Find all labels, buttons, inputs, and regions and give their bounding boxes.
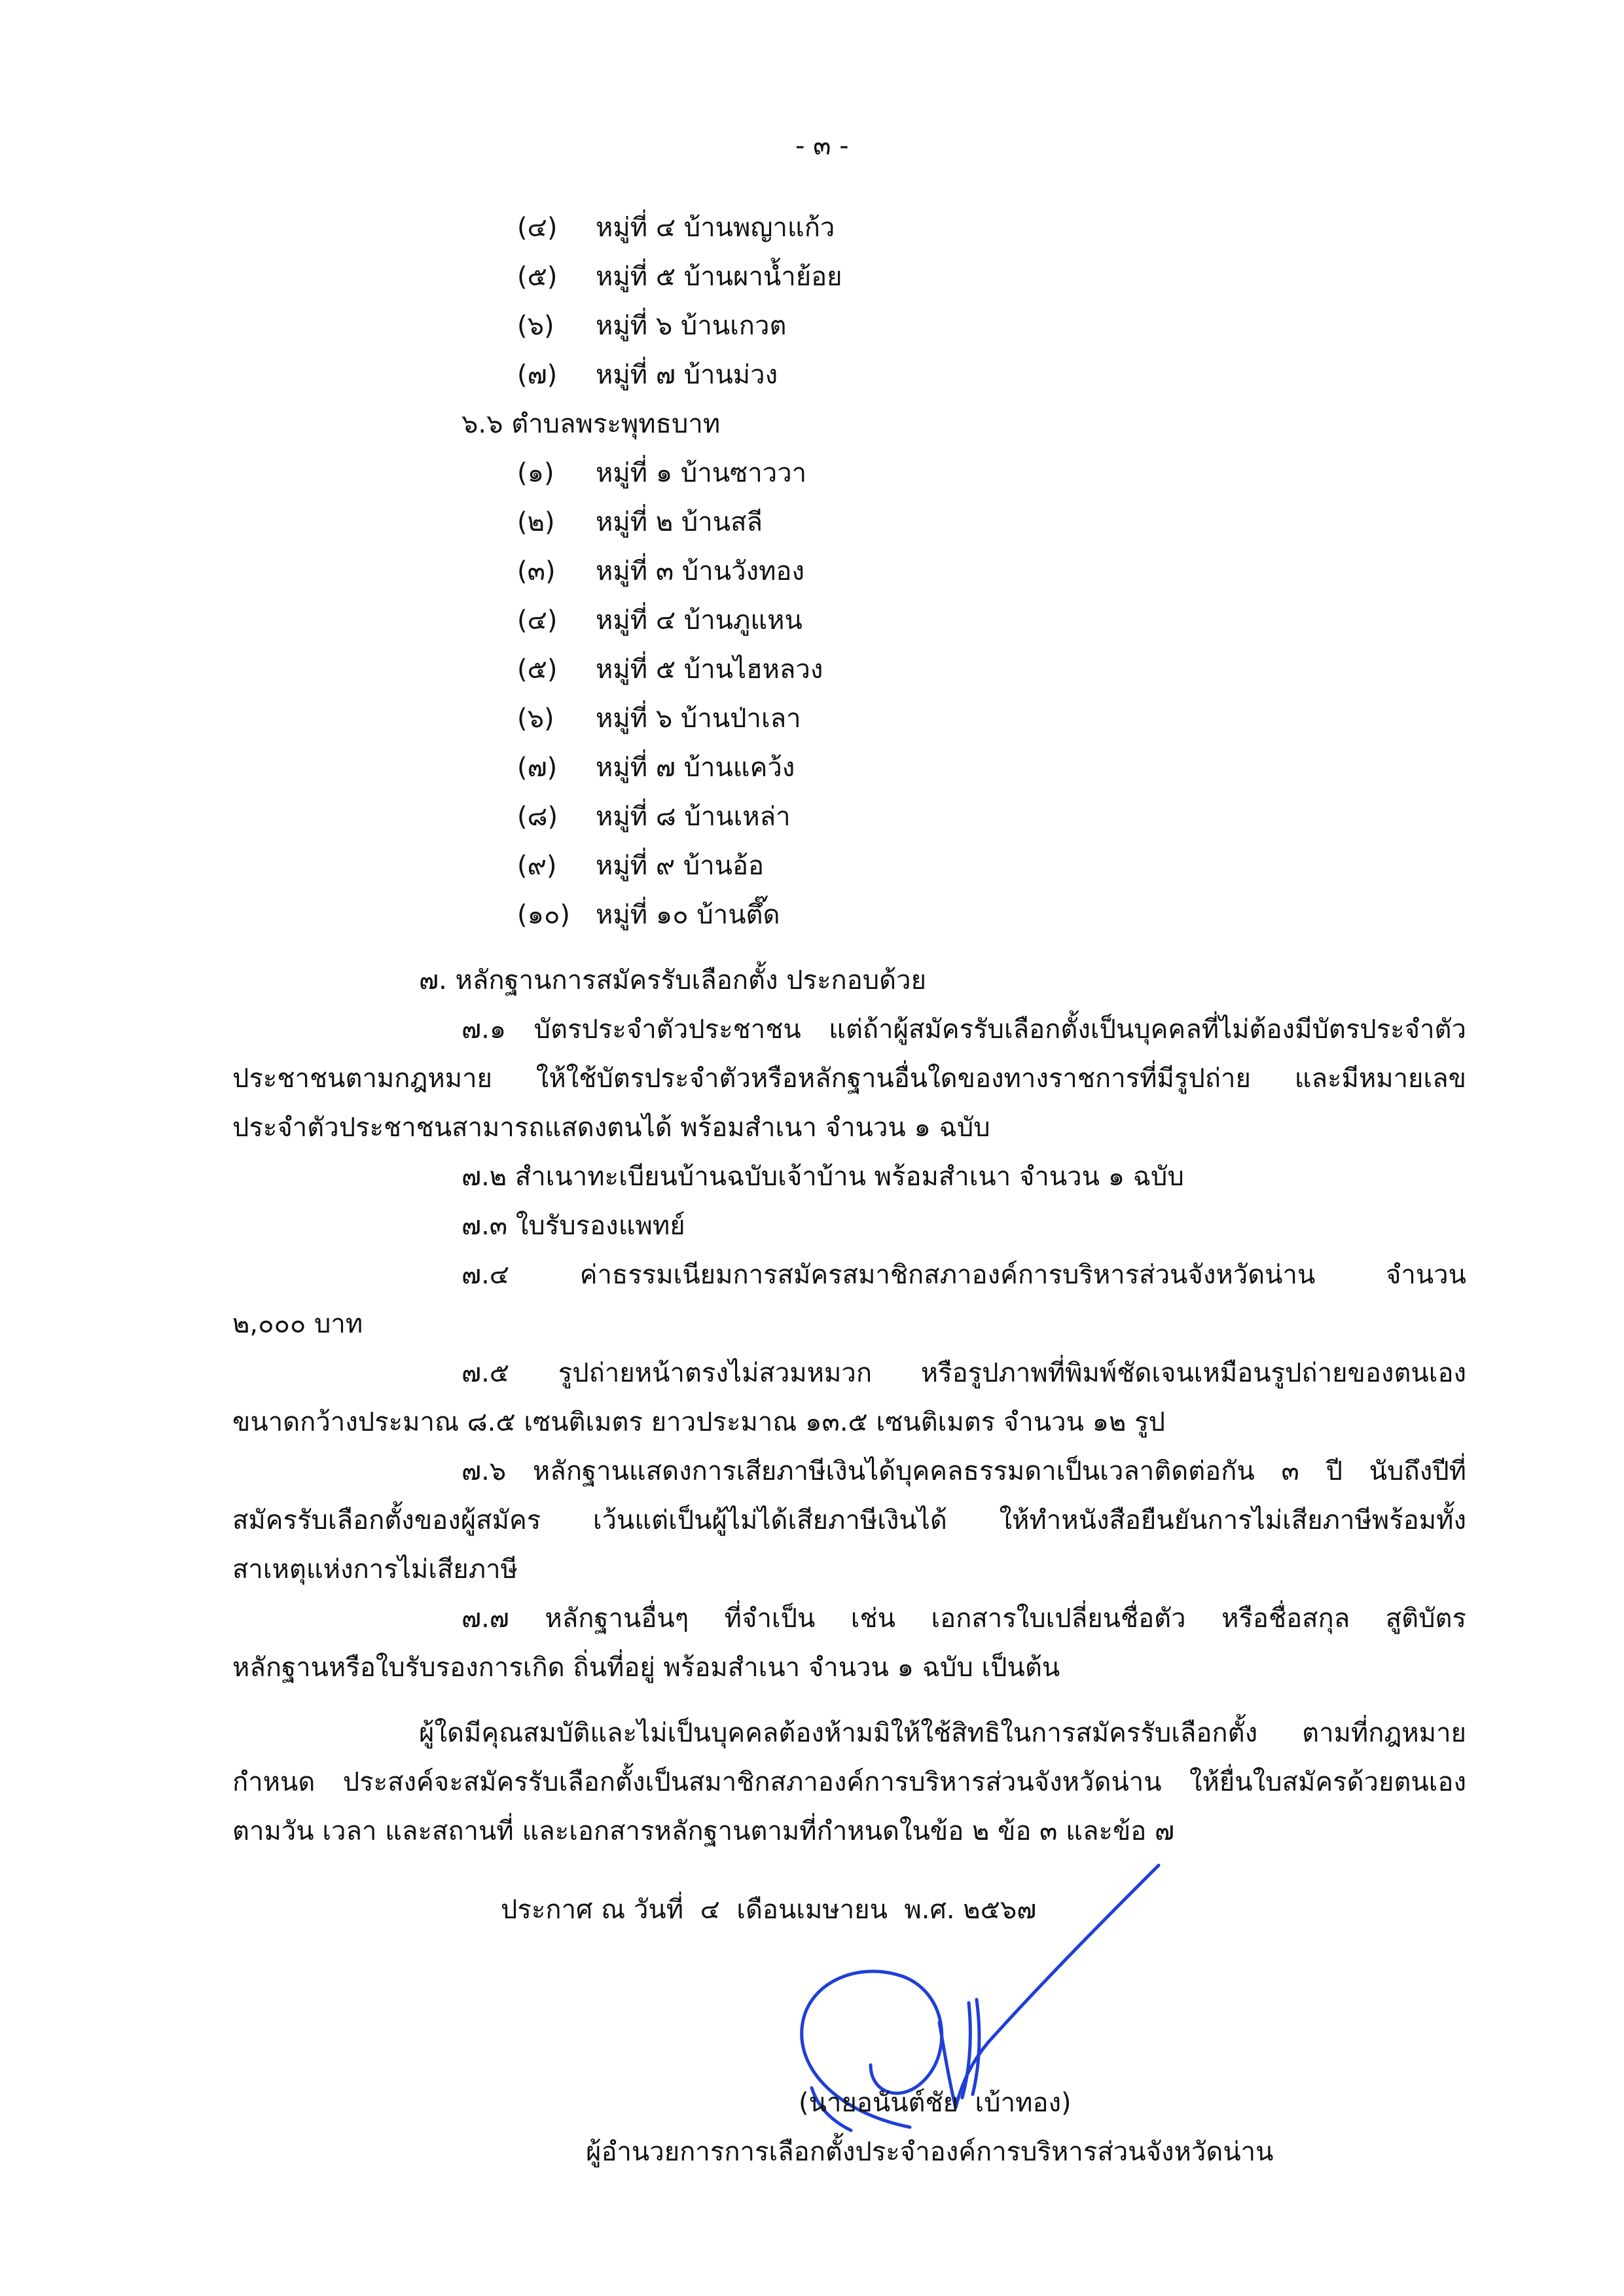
paragraph-line: สาเหตุแห่งการไม่เสียภาษี [232, 1554, 518, 1585]
paragraph-line: สมัครรับเลือกตั้งของผู้สมัคร เว้นแต่เป็นผู้ไม่ได้เสียภาษีเงินได้ ให้ทำหนังสือยืนยันการไม่เสียภาษีพร้อมทั้ง [232, 1505, 1466, 1535]
paragraph-line: ๗.๕ รูปถ่ายหน้าตรงไม่สวมหมวก หรือรูปภาพที่พิมพ์ชัดเจนเหมือนรูปถ่ายของตนเอง [461, 1358, 1466, 1388]
list-item-text: หมู่ที่ ๗ บ้านม่วง [596, 360, 778, 390]
paragraph-line: หลักฐานหรือใบรับรองการเกิด ถิ่นที่อยู่ พร้อมสำเนา จำนวน ๑ ฉบับ เป็นต้น [232, 1653, 1060, 1683]
list-item-number: (๖) [517, 704, 554, 734]
list-item [517, 651, 823, 688]
paragraph-line: ๗.๔ ค่าธรรมเนียมการสมัครสมาชิกสภาองค์การบริหารส่วนจังหวัดน่าน จำนวน [461, 1260, 1466, 1290]
list-item-number: (๔) [517, 213, 558, 243]
list-item-text: หมู่ที่ ๑ บ้านซาววา [596, 458, 807, 488]
paragraph-line: ๗.๒ สำเนาทะเบียนบ้านฉบับเจ้าบ้าน พร้อมสำเนา จำนวน ๑ ฉบับ [461, 1162, 1184, 1192]
list-item-text: หมู่ที่ ๗ บ้านแคว้ง [596, 753, 795, 783]
list-item-number: (๗) [517, 753, 558, 783]
list-item-text: หมู่ที่ ๒ บ้านสลี [596, 507, 763, 537]
list-item-number: (๔) [517, 605, 558, 636]
signer-name: (นายอนันต์ชัย เบ้าทอง) [799, 2088, 1072, 2118]
list-item-text: หมู่ที่ ๖ บ้านเกวต [596, 311, 787, 341]
list-item-number: (๘) [517, 802, 558, 832]
list-item-number: (๒) [517, 507, 555, 537]
list-item [517, 553, 804, 590]
announcement-date: ประกาศ ณ วันที่ ๔ เดือนเมษายน พ.ศ. ๒๕๖๗ [501, 1895, 1037, 1925]
paragraph-line: ๗.๖ หลักฐานแสดงการเสียภาษีเงินได้บุคคลธรรมดาเป็นเวลาติดต่อกัน ๓ ปี นับถึงปีที่ [461, 1456, 1466, 1486]
list-item-number: (๗) [517, 360, 558, 390]
list-item [517, 602, 803, 639]
list-item-number: (๖) [517, 311, 554, 341]
list-item-text: หมู่ที่ ๔ บ้านภูแหน [596, 605, 803, 636]
signer-title: ผู้อำนวยการการเลือกตั้งประจำองค์การบริหารส่วนจังหวัดน่าน [586, 2137, 1274, 2167]
paragraph-line: กำหนด ประสงค์จะสมัครรับเลือกตั้งเป็นสมาชิกสภาองค์การบริหารส่วนจังหวัดน่าน ให้ยื่นใบสมัครด้วยตนเอง [232, 1767, 1466, 1797]
list-item [517, 504, 763, 541]
list-item-text: หมู่ที่ ๑๐ บ้านตึ๊ด [596, 900, 780, 930]
paragraph-line: ขนาดกว้างประมาณ ๘.๕ เซนติเมตร ยาวประมาณ ๑๓.๕ เซนติเมตร จำนวน ๑๒ รูป [232, 1407, 1165, 1437]
paragraph-line: ประจำตัวประชาชนสามารถแสดงตนได้ พร้อมสำเนา จำนวน ๑ ฉบับ [232, 1113, 990, 1143]
list-item [517, 700, 801, 737]
list-item [517, 455, 806, 492]
list-item-number: (๕) [517, 655, 558, 685]
paragraph-line: ประชาชนตามกฎหมาย ให้ใช้บัตรประจำตัวหรือหลักฐานอื่นใดของทางราชการที่มีรูปถ่าย และมีหมายเลข [232, 1064, 1466, 1094]
list-item-number: (๙) [517, 851, 557, 881]
list-item [517, 209, 835, 246]
list-item [517, 798, 791, 835]
paragraph-line: ๗.๗ หลักฐานอื่นๆ ที่จำเป็น เช่น เอกสารใบเปลี่ยนชื่อตัว หรือชื่อสกุล สูติบัตร [461, 1604, 1466, 1634]
list-item-number: (๑) [517, 458, 554, 488]
list-item [517, 259, 842, 295]
list-item-text: หมู่ที่ ๖ บ้านป่าเลา [596, 704, 801, 734]
paragraph-line: ๒,๐๐๐ บาท [232, 1309, 363, 1339]
paragraph-line: ๗.๑ บัตรประจำตัวประชาชน แต่ถ้าผู้สมัครรับเลือกตั้งเป็นบุคคลที่ไม่ต้องมีบัตรประจำตัว [461, 1014, 1466, 1045]
page-number: - ๓ - [795, 131, 849, 161]
list-item [517, 357, 778, 393]
list-item-number: (๕) [517, 262, 558, 292]
list-item [517, 308, 786, 344]
list-item-number: (๓) [517, 556, 556, 586]
subdistrict-heading: ๖.๖ ตำบลพระพุทธบาท [461, 409, 721, 439]
list-item-text: หมู่ที่ ๘ บ้านเหล่า [596, 802, 791, 832]
paragraph-line: ๗.๓ ใบรับรองแพทย์ [461, 1211, 685, 1241]
list-item [517, 848, 764, 884]
list-item-text: หมู่ที่ ๔ บ้านพญาแก้ว [596, 213, 835, 243]
list-item-text: หมู่ที่ ๕ บ้านไฮหลวง [596, 655, 823, 685]
paragraph-line: ผู้ใดมีคุณสมบัติและไม่เป็นบุคคลต้องห้ามมิให้ใช้สิทธิในการสมัครรับเลือกตั้ง ตามที่กฎหมาย [419, 1718, 1466, 1748]
list-item-text: หมู่ที่ ๕ บ้านผาน้ำย้อย [596, 262, 842, 292]
list-item [517, 897, 780, 933]
list-item-number: (๑๐) [517, 900, 571, 930]
paragraph-line: ตามวัน เวลา และสถานที่ และเอกสารหลักฐานตามที่กำหนดในข้อ ๒ ข้อ ๓ และข้อ ๗ [232, 1816, 1175, 1846]
list-item-text: หมู่ที่ ๓ บ้านวังทอง [596, 556, 804, 586]
list-item-text: หมู่ที่ ๙ บ้านอ้อ [596, 851, 765, 881]
section-heading: ๗. หลักฐานการสมัครรับเลือกตั้ง ประกอบด้วย [419, 965, 927, 996]
list-item [517, 749, 795, 786]
